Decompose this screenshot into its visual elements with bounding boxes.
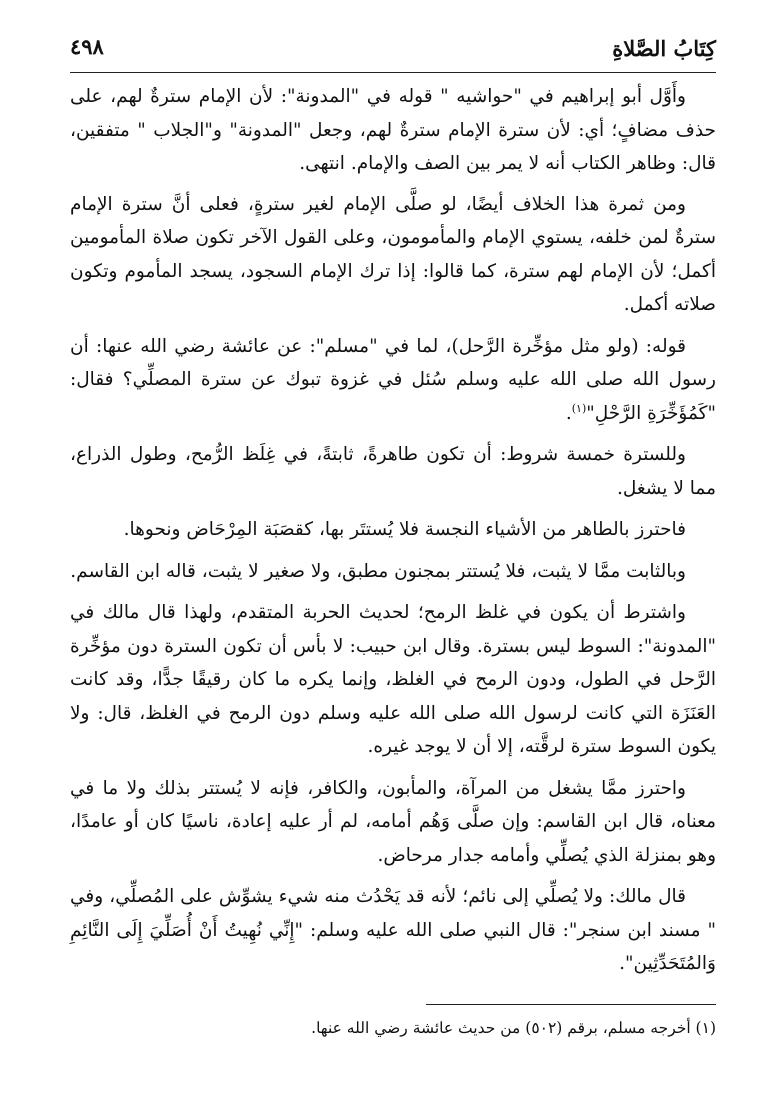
main-text bbox=[70, 80, 716, 989]
footnote-divider bbox=[426, 1004, 716, 1005]
paragraph: وأَوَّل أبو إبراهيم في "حواشيه " قوله في "المدونة": لأن الإمام سترةٌ لهم، على حذف مضافٍ؛ أي: لأن سترة الإمام سترةٌ لهم، وجعل "المدونة" و"الجلاب " متفقين، قال: وظاهر الكتاب أنه لا يمر بين الصف والإمام. انتهى. bbox=[70, 86, 716, 174]
paragraph: ومن ثمرة هذا الخلاف أيضًا، لو صلَّى الإمام لغير سترةٍ، فعلى أنَّ سترة الإمام سترةٌ لمن خلفه، يستوي الإمام والمأمومون، وعلى القول الآخر تكون صلاة المأمومين أكمل؛ لأن الإمام لهم سترة، كما قالوا: إذا ترك الإمام السجود، يسجد المأموم وتكون صلاته أكمل. bbox=[70, 193, 716, 315]
paragraph: وبالثابت ممَّا لا يثبت، فلا يُستتر بمجنون مطبق، ولا صغير لا يثبت، قاله ابن القاسم. bbox=[70, 560, 686, 582]
paragraph-text: قوله: (ولو مثل مؤخِّرة الرَّحل)، لما في "مسلم": عن عائشة رضي الله عنها: أن رسول الله صلى الله عليه وسلم سُئل في غزوة تبوك عن سترة المصلِّي؟ فقال: "كَمُؤَخِّرَةِ الرَّحْلِ" bbox=[70, 335, 716, 424]
footnote-reference[interactable]: (١) bbox=[571, 401, 587, 415]
header-divider bbox=[70, 72, 716, 73]
page-number: ٤٩٨ bbox=[70, 34, 104, 59]
paragraph bbox=[70, 330, 716, 431]
paragraph: واحترز ممَّا يشغل من المرآة، والمأبون، والكافر، فإنه لا يُستتر بذلك ولا ما في معناه، قال ابن القاسم: وإن صلَّى وَهُم أمامه، لم أر عليه إعادة، ناسيًا كان أو عامدًا، وهو بمنزلة الذي يُصلِّي وأمامه جدار مرحاض. bbox=[70, 777, 716, 866]
paragraph: قال مالك: ولا يُصلِّي إلى نائم؛ لأنه قد يَحْدُث منه شيء يشوِّش على المُصلِّي، وفي " مسند ابن سنجر": قال النبي صلى الله عليه وسلم: "إِنِّي نُهِيتُ أَنْ أُصَلِّيَ إِلَى النَّائِمِ وَالمُتَحَدِّثِين". bbox=[70, 886, 716, 974]
paragraph: وللسترة خمسة شروط: أن تكون طاهرةً، ثابتةً، في غِلَظ الرُّمح، وطول الذراع، مما لا يشغل. bbox=[70, 444, 716, 499]
footnote: (١) أخرجه مسلم، برقم (٥٠٢) من حديث عائشة رضي الله عنها. bbox=[311, 1019, 716, 1037]
page-header bbox=[70, 34, 716, 66]
paragraph: واشترط أن يكون في غلظ الرمح؛ لحديث الحربة المتقدم، ولهذا قال مالك في "المدونة": السوط ليس بسترة. وقال ابن حبيب: لا بأس أن تكون السترة دون مؤخِّرة الرَّحل في الطول، ودون الرمح في الغلظ، وإنما يكره ما كان رقيقًا جدًّا، وقد كانت العَنَزَة التي كانت لرسول الله صلى الله عليه وسلم دون الرمح في الغلظ، قال: ولا يكون السوط سترة لرقَّته، إلا أن لا يوجد غيره. bbox=[70, 602, 716, 757]
paragraph-end-period: . bbox=[565, 402, 572, 424]
running-title: كِتَابُ الصَّلاةِ bbox=[612, 36, 716, 61]
paragraph: فاحترز بالطاهر من الأشياء النجسة فلا يُستتَر بها، كقصَبَة المِرْحَاض ونحوها. bbox=[123, 519, 686, 540]
